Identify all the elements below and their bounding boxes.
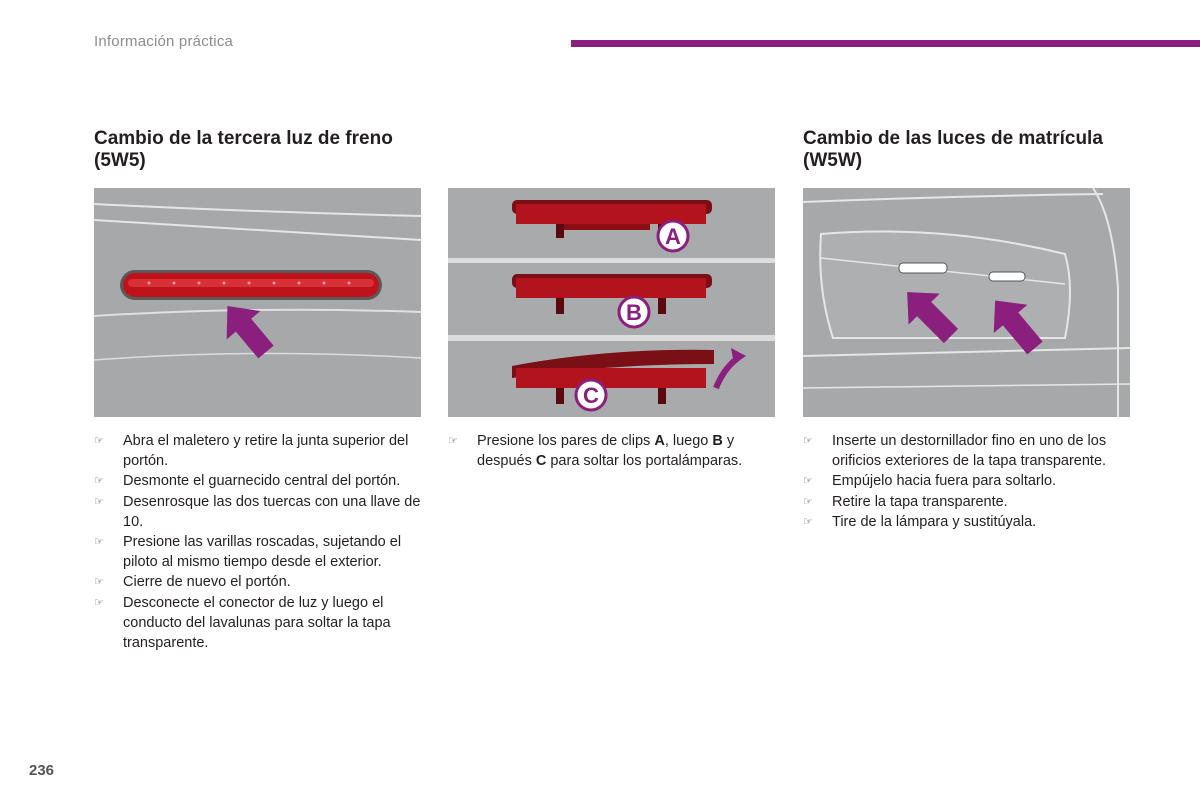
list-item: ☞ Empújelo hacia fuera para soltarlo. — [803, 471, 1133, 491]
pointing-hand-icon: ☞ — [803, 435, 813, 447]
pointing-hand-icon: ☞ — [94, 435, 104, 447]
pointing-hand-icon: ☞ — [94, 576, 104, 589]
header-accent-bar — [571, 40, 1200, 47]
list-item: ☞ Desmonte el guarnecido central del portón. — [94, 471, 426, 491]
list-item: ☞ Presione las varillas roscadas, sujetando el piloto al mismo tiempo desde el exterior. — [94, 534, 402, 571]
pointing-hand-icon: ☞ — [94, 536, 104, 549]
list-item: ☞ Cierre de nuevo el portón. — [94, 572, 426, 592]
pointing-hand-icon: ☞ — [94, 596, 104, 609]
plate-light-figure — [803, 188, 1130, 417]
list-item: ☞ Presione los pares de clips A, luego B y después C para soltar los portalámparas. — [448, 433, 743, 470]
pointing-hand-icon: ☞ — [803, 475, 813, 488]
left-steps-list — [94, 431, 426, 653]
pointing-hand-icon: ☞ — [448, 435, 458, 447]
list-item: ☞ Abra el maletero y retire la junta superior del portón. — [94, 433, 409, 470]
pointing-hand-icon: ☞ — [94, 495, 104, 508]
pointing-hand-icon: ☞ — [803, 515, 813, 528]
middle-instructions — [448, 431, 778, 471]
lamp-holder-figure — [448, 188, 775, 417]
brake-light-figure — [94, 188, 421, 417]
label-b: B — [626, 300, 642, 325]
list-item: ☞ Retire la tapa transparente. — [803, 492, 1133, 512]
label-c: C — [583, 383, 599, 408]
right-section-title: Cambio de las luces de matrícula (W5W) — [803, 128, 1103, 171]
label-a: A — [665, 224, 681, 249]
pointing-hand-icon: ☞ — [803, 495, 813, 508]
pointing-hand-icon: ☞ — [94, 475, 104, 488]
list-item: ☞ Desconecte el conector de luz y luego el conducto del lavalunas para soltar la tapa transparente. — [94, 594, 391, 652]
list-item: ☞ Tire de la lámpara y sustitúyala. — [803, 512, 1133, 532]
list-item: ☞ Desenrosque las dos tuercas con una llave de 10. — [94, 493, 421, 530]
left-section-title: Cambio de la tercera luz de freno (5W5) — [94, 128, 393, 171]
page-number: 236 — [29, 762, 55, 779]
right-steps-list — [803, 431, 1133, 532]
section-label: Información práctica — [94, 33, 234, 50]
list-item: ☞ Inserte un destornillador fino en uno de los orificios exteriores de la tapa transparente. — [803, 433, 1107, 470]
